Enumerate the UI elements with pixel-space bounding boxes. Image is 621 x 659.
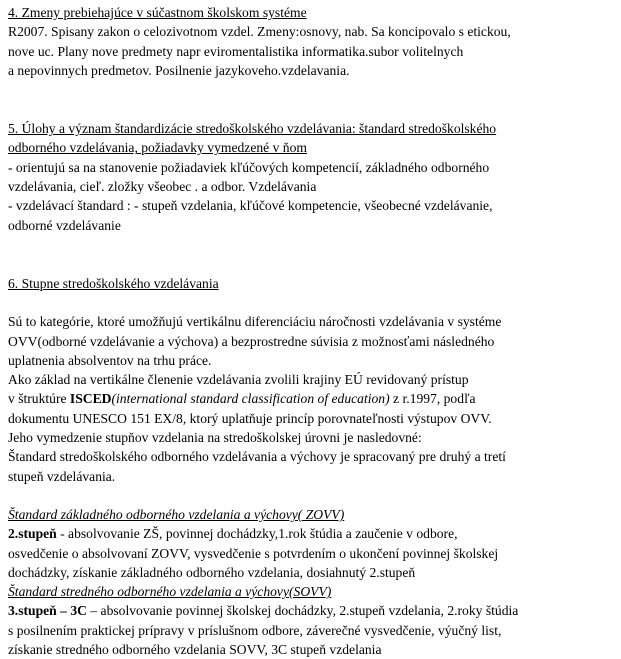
section-6-paragraph-line: Jeho vymedzenie stupňov vzdelania na stredoškolskej úrovni je nasledovné: bbox=[8, 430, 422, 446]
section-6-paragraph-line: Štandard stredoškolského odborného vzdelávania a výchovy je spracovaný pre druhý a tretí bbox=[8, 449, 506, 465]
text-run: - absolvovanie ZŠ, povinnej dochádzky,1.rok štúdia a zaučenie v odbore, bbox=[56, 526, 458, 542]
text-run: v štruktúre bbox=[8, 391, 70, 407]
zovv-title: Štandard základného odborného vzdelania a výchovy( ZOVV) bbox=[8, 506, 345, 522]
section-6-paragraph-line: stupeň vzdelávania. bbox=[8, 468, 116, 484]
zovv-level: 2.stupeň bbox=[8, 526, 57, 542]
sovv-line: s posilnením praktickej prípravy v príslušnom odbore, záverečné vysvedčenie, výučný list, bbox=[8, 622, 502, 638]
section-6-paragraph-line: uplatnenia absolventov na trhu práce. bbox=[8, 352, 212, 368]
section-6-paragraph-line: dokumentu UNESCO 151 EX/8, ktorý uplatňuje princíp porovnateľnosti výstupov OVV. bbox=[8, 410, 492, 426]
sovv-level: 3.stupeň – 3C bbox=[8, 603, 87, 619]
zovv-line: osvedčenie o absolvovaní ZOVV, vysvedčenie s potvrdením o ukončení povinnej školskej bbox=[8, 545, 499, 561]
section-5-line: vzdelávania, cieľ. zložky všeobec . a odbor. Vzdelávania bbox=[8, 179, 317, 195]
isced-expansion: (international standard classification of education) bbox=[111, 391, 390, 407]
section-5-line: - vzdelávací štandard : - stupeň vzdelania, kľúčové kompetencie, všeobecné vzdelávanie, bbox=[8, 198, 493, 214]
section-4-line: R2007. Spisany zakon o celozivotnom vzdel. Zmeny:osnovy, nab. Sa koncipovalo s etickou, bbox=[8, 24, 511, 40]
section-5-line: - orientujú sa na stanovenie požiadaviek kľúčových kompetencií, základného odborného bbox=[8, 159, 490, 175]
section-5-heading: 5. Úlohy a význam štandardizácie stredoškolského vzdelávania: štandard stredoškolského bbox=[8, 121, 497, 137]
document-page bbox=[8, 3, 618, 659]
sovv-title: Štandard stredného odborného vzdelania a výchovy(SOVV) bbox=[8, 584, 332, 600]
sovv-line bbox=[8, 601, 618, 620]
zovv-line bbox=[8, 524, 618, 543]
text-run: – absolvovanie povinnej školskej dochádzky, 2.stupeň vzdelania, 2.roky štúdia bbox=[86, 603, 519, 619]
isced-term: ISCED bbox=[69, 391, 112, 407]
section-6-paragraph-line: Sú to kategórie, ktoré umožňujú vertikálnu diferenciáciu náročnosti vzdelávania v systéme bbox=[8, 314, 502, 330]
section-6-paragraph-line: Ako základ na vertikálne členenie vzdelávania zvolili krajiny EÚ revidovaný prístup bbox=[8, 372, 469, 388]
section-4-line: nove uc. Plany nove predmety napr eviromentalistika informatika.subor volitelnych bbox=[8, 43, 464, 59]
text-run: z r.1997, podľa bbox=[389, 391, 476, 407]
spacer bbox=[8, 80, 618, 119]
section-6-paragraph-line bbox=[8, 389, 618, 408]
section-4-line: a nepovinnych predmetov. Posilnenie jazykoveho.vzdelavania. bbox=[8, 62, 350, 78]
spacer bbox=[8, 235, 618, 274]
sovv-line: získanie stredného odborného vzdelania SOVV, 3C stupeň vzdelania bbox=[8, 642, 382, 658]
section-4-heading: 4. Zmeny prebiehajúce v súčastnom školskom systéme bbox=[8, 5, 307, 20]
section-6-heading: 6. Stupne stredoškolského vzdelávania bbox=[8, 275, 219, 291]
spacer bbox=[8, 486, 618, 505]
spacer bbox=[8, 293, 618, 312]
zovv-line: dochádzky, získanie základného odborného vzdelania, dosiahnutý 2.stupeň bbox=[8, 564, 416, 580]
section-6-paragraph-line: OVV(odborné vzdelávanie a výchova) a bezprostredne súvisia z možnosťami následného bbox=[8, 333, 495, 349]
section-5-line: odborné vzdelávanie bbox=[8, 217, 121, 233]
section-5-heading: odborného vzdelávania, požiadavky vymedzené v ňom bbox=[8, 140, 307, 156]
